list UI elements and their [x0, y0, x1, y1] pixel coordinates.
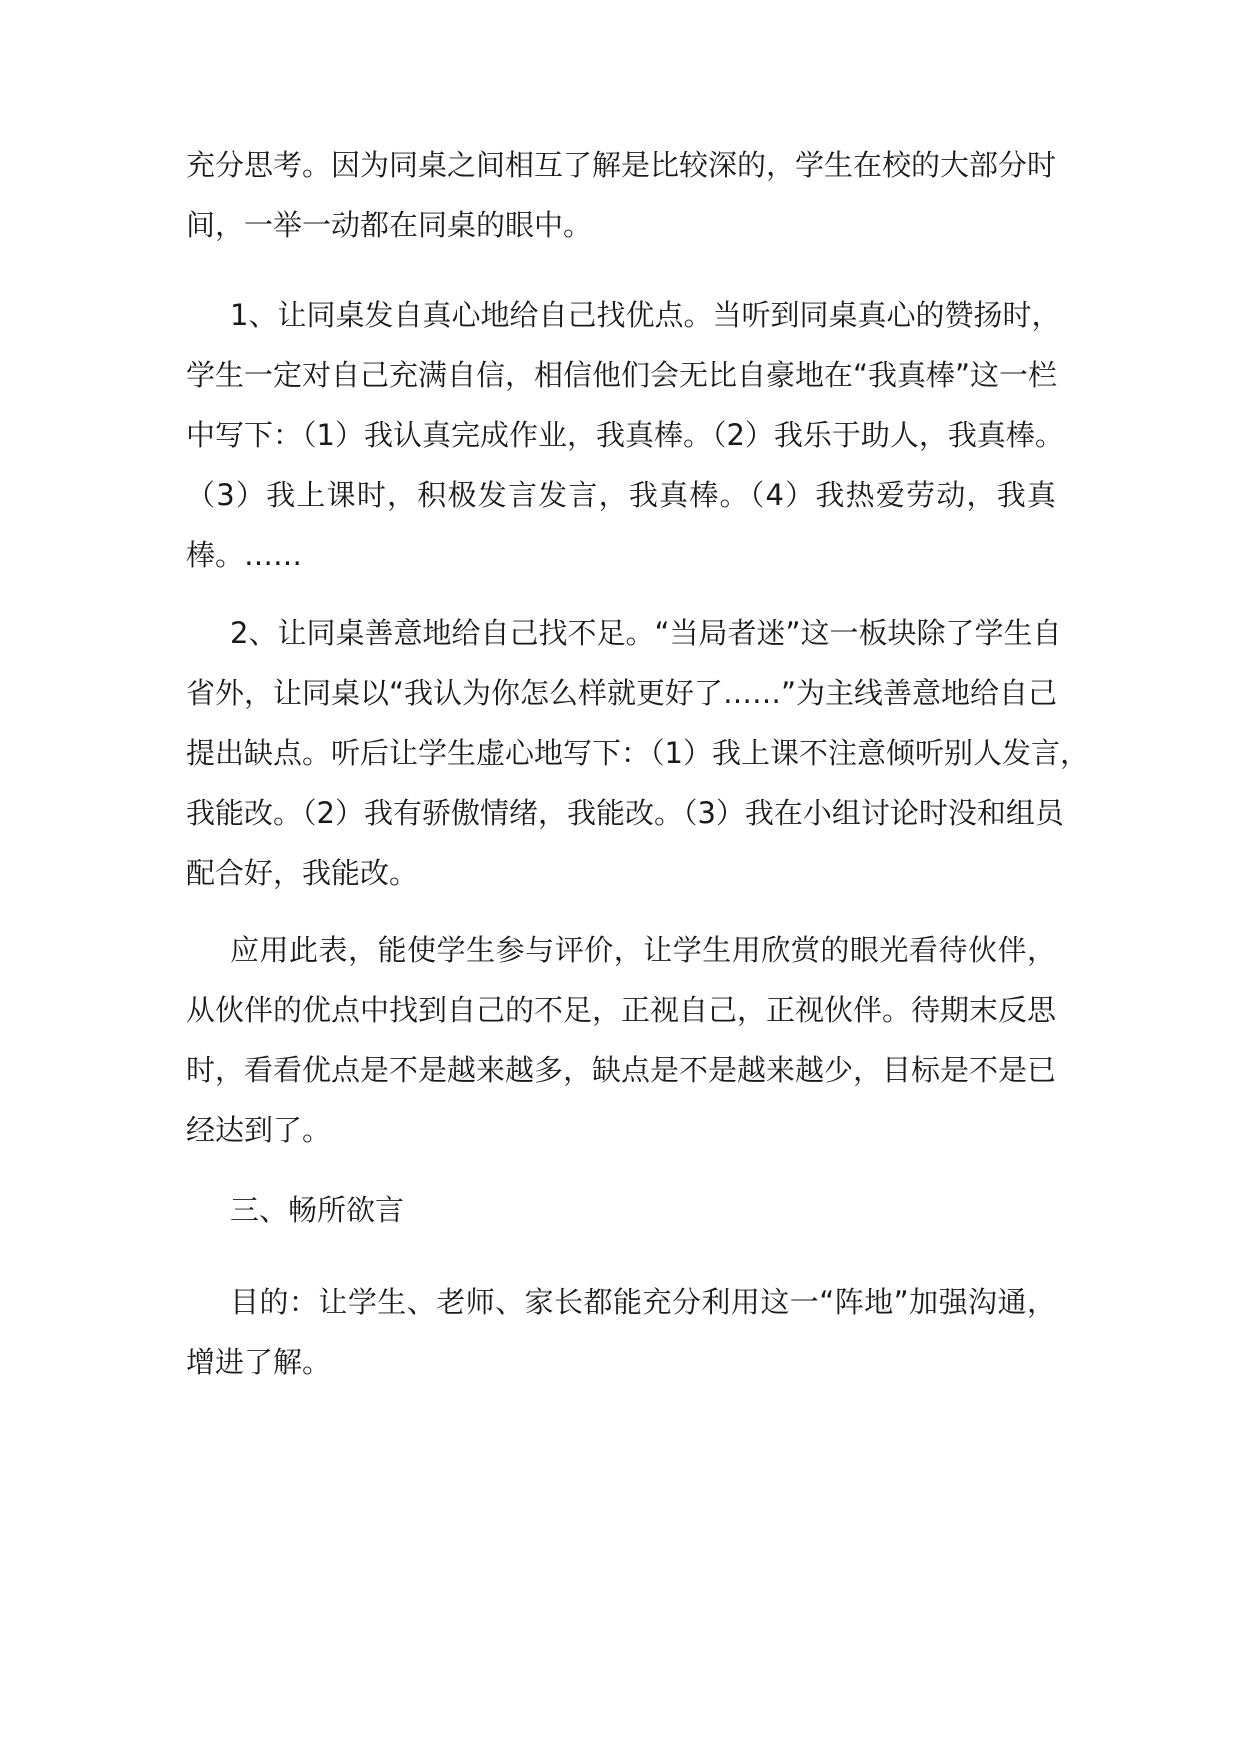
paragraph-application — [186, 920, 1056, 1160]
paragraph-line: 我能改。（2）我有骄傲情绪，我能改。（3）我在小组讨论时没和组员 — [186, 796, 1064, 830]
section-heading-text: 三、畅所欲言 — [230, 1193, 405, 1227]
paragraph-line: （3）我上课时，积极发言发言，我真棒。（4）我热爱劳动，我真 — [186, 478, 1056, 512]
paragraph-line: 棒。…… — [186, 538, 303, 572]
paragraph-line: 目的：让学生、老师、家长都能充分利用这一“阵地”加强沟通， — [230, 1285, 1056, 1319]
paragraph-find-strengths — [186, 285, 1064, 585]
section-heading — [186, 1180, 1056, 1240]
paragraph-find-weaknesses — [186, 603, 1089, 903]
paragraph-line: 学生一定对自己充满自信，相信他们会无比自豪地在“我真棒”这一栏 — [186, 358, 1058, 392]
paragraph-line: 时，看看优点是不是越来越多，缺点是不是越来越少，目标是不是已 — [186, 1053, 1057, 1087]
paragraph-line: 省外，让同桌以“我认为你怎么样就更好了……”为主线善意地给自己 — [186, 676, 1058, 710]
paragraph-line: 1、让同桌发自真心地给自己找优点。当听到同桌真心的赞扬时， — [230, 298, 1061, 332]
paragraph-line: 配合好，我能改。 — [186, 856, 419, 890]
paragraph-line: 经达到了。 — [186, 1113, 332, 1147]
paragraph-continuation — [186, 135, 1056, 255]
paragraph-purpose — [186, 1272, 1056, 1392]
paragraph-line: 应用此表，能使学生参与评价，让学生用欣赏的眼光看待伙伴， — [230, 933, 1056, 967]
paragraph-line: 从伙伴的优点中找到自己的不足，正视自己，正视伙伴。待期末反思 — [186, 993, 1057, 1027]
paragraph-line: 中写下：（1）我认真完成作业，我真棒。（2）我乐于助人，我真棒。 — [186, 418, 1064, 452]
paragraph-line: 充分思考。因为同桌之间相互了解是比较深的，学生在校的大部分时 — [186, 148, 1057, 182]
paragraph-line: 间，一举一动都在同桌的眼中。 — [186, 208, 593, 242]
paragraph-line: 提出缺点。听后让学生虚心地写下：（1）我上课不注意倾听别人发言， — [186, 736, 1089, 770]
paragraph-line: 2、让同桌善意地给自己找不足。“当局者迷”这一板块除了学生自 — [230, 616, 1062, 650]
paragraph-line: 增进了解。 — [186, 1345, 332, 1379]
